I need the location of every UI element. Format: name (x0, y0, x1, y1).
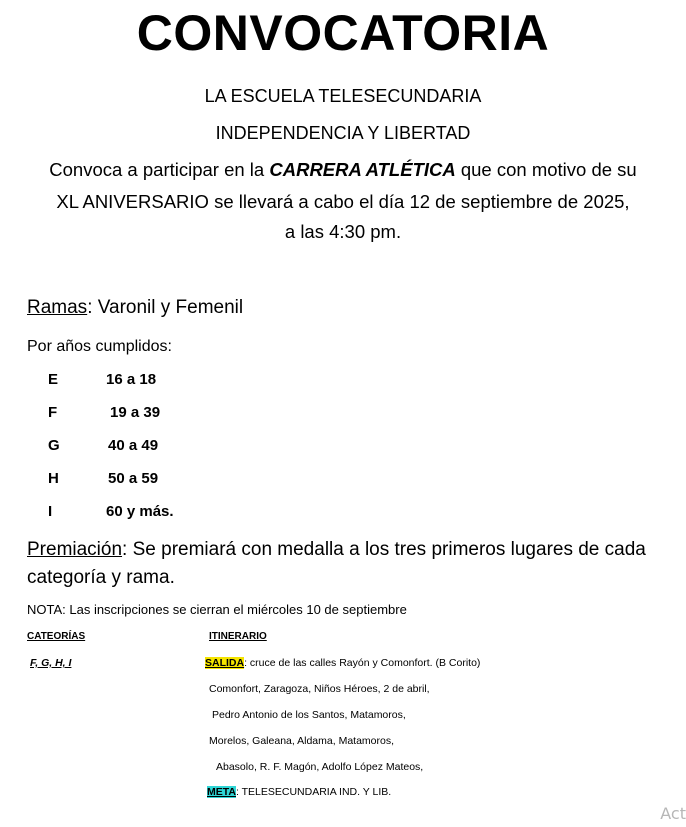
invitation-suffix: que con motivo de su (455, 159, 637, 180)
table-header-categorias: CATEORÍAS (27, 631, 86, 642)
invitation-prefix: Convoca a participar en la (49, 159, 270, 180)
school-name-line1: LA ESCUELA TELESECUNDARIA (204, 86, 482, 106)
meta-text: : TELESECUNDARIA IND. Y LIB. (235, 786, 392, 798)
category-letter: I (48, 503, 53, 520)
por-anios-label: Por años cumplidos: (27, 338, 172, 355)
category-range: 19 a 39 (110, 404, 161, 421)
premiacion-text: : Se premiará con medalla a los tres primeros lugares de cada categoría y rama. (27, 539, 646, 588)
invitation-line1 (23, 157, 663, 183)
salida-line (205, 656, 480, 670)
category-range: 50 a 59 (108, 470, 159, 487)
premiacion-paragraph (27, 536, 667, 592)
category-range: 40 a 49 (108, 437, 159, 454)
category-letter: F (48, 404, 58, 421)
ramas-label: Ramas (27, 297, 88, 318)
route-line: Comonfort, Zaragoza, Niños Héroes, 2 de abril, (209, 683, 430, 695)
meta-label: META (207, 786, 236, 798)
nota-line: NOTA: Las inscripciones se cierran el miércoles 10 de septiembre (27, 602, 407, 617)
invitation-line2: XL ANIVERSARIO se llevará a cabo el día 12 de septiembre de 2025, (56, 191, 630, 212)
premiacion-label: Premiación (27, 539, 123, 560)
ramas-value: : Varonil y Femenil (87, 297, 244, 318)
category-range: 60 y más. (106, 503, 174, 520)
invitation-line3: a las 4:30 pm. (284, 221, 402, 242)
salida-label: SALIDA (205, 657, 245, 669)
activation-watermark: Act (660, 804, 686, 823)
school-name-line2: INDEPENDENCIA Y LIBERTAD (215, 123, 471, 143)
table-header-itinerario: ITINERARIO (209, 631, 267, 642)
route-line: Morelos, Galeana, Aldama, Matamoros, (209, 735, 395, 747)
category-letter: G (48, 437, 60, 454)
meta-line (207, 785, 391, 799)
ramas-line (27, 296, 243, 320)
page-title: CONVOCATORIA (136, 5, 550, 61)
categories-list: F, G, H, I (30, 657, 72, 669)
route-line: Abasolo, R. F. Magón, Adolfo López Mateos, (216, 761, 424, 773)
salida-text: : cruce de las calles Rayón y Comonfort. (B Corito) (244, 657, 481, 669)
category-range: 16 a 18 (106, 371, 157, 388)
category-letter: E (48, 371, 59, 388)
category-letter: H (48, 470, 59, 487)
route-line: Pedro Antonio de los Santos, Matamoros, (212, 709, 406, 721)
event-name: CARRERA ATLÉTICA (269, 159, 456, 180)
